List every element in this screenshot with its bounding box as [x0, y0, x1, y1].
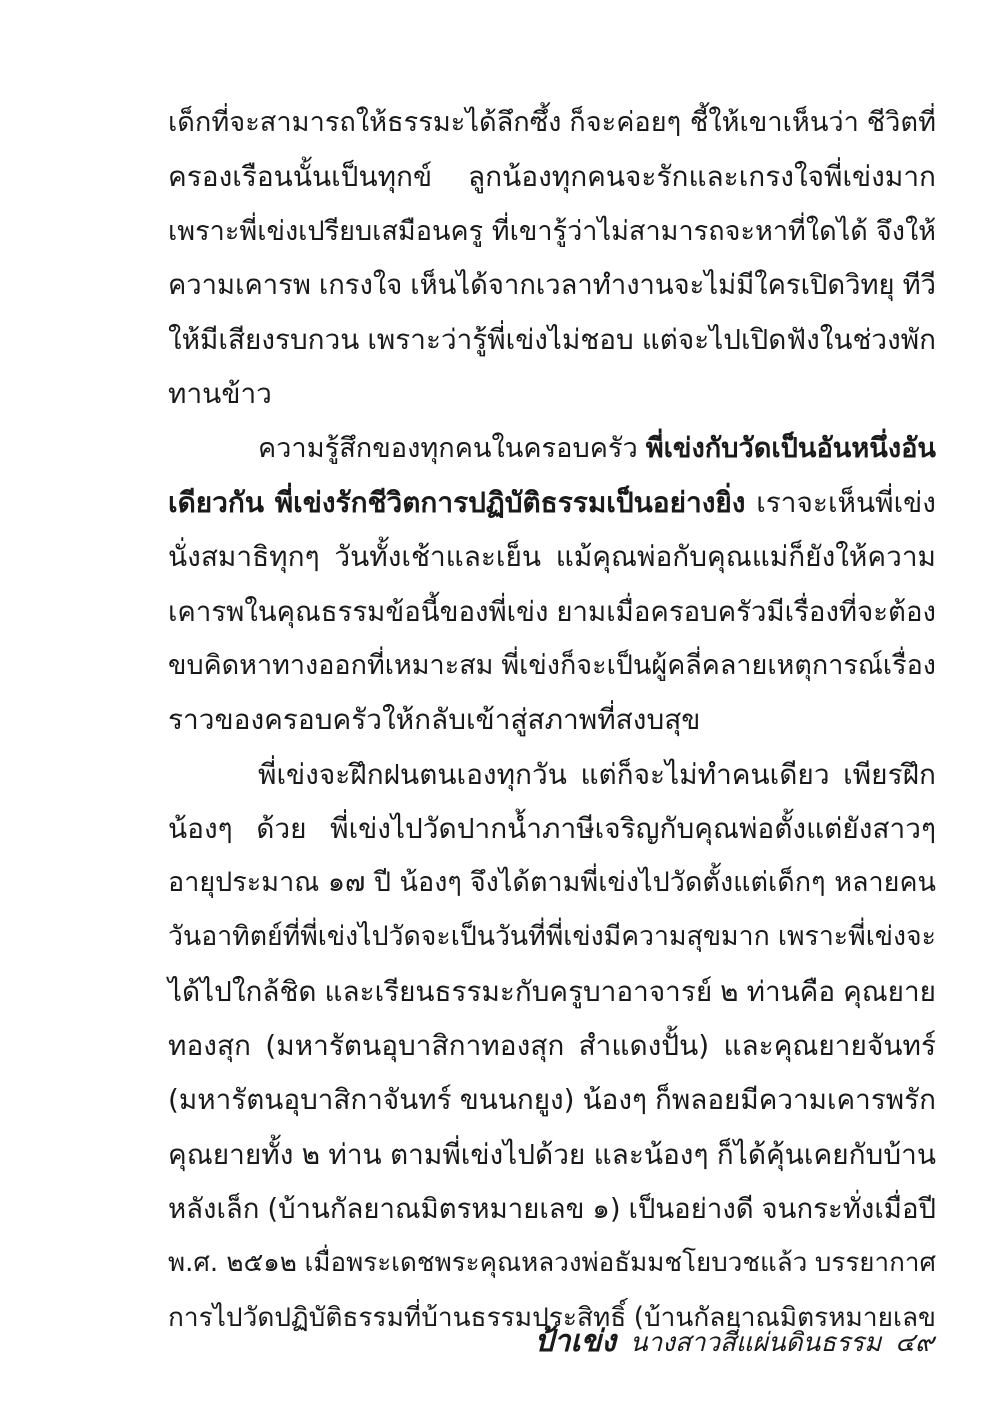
text-line — [168, 530, 936, 584]
text-segment: ความรู้สึกของทุกคนในครอบครัว — [258, 432, 638, 464]
text-segment: และเรียนธรรมะกับครูบาอาจารย์ — [324, 974, 713, 1008]
text-segment: จึงได้ตามพี่เข่งไปวัดตั้งแต่เด็กๆ หลายคน — [469, 867, 936, 899]
text-line — [168, 422, 936, 476]
series-title: นางสาวสี่แผ่นดินธรรม — [629, 1328, 882, 1358]
text-segment: นั่งสมาธิทุกๆ — [168, 540, 320, 574]
text-line — [168, 1182, 936, 1236]
text-segment: เคารพในคุณธรรมข้อนี้ของพี่เข่ง — [168, 594, 549, 628]
text-line — [168, 205, 936, 259]
text-segment: ท่าน — [328, 1137, 382, 1171]
text-line — [168, 150, 936, 204]
text-segment: เพียรฝึก — [843, 757, 936, 791]
text-segment: ๑) — [592, 1192, 621, 1225]
text-segment: ขนนกยูง) — [459, 1083, 575, 1117]
text-line — [168, 748, 936, 802]
text-segment: ความเคารพ — [168, 269, 311, 301]
book-title: ป้าเข่ง — [534, 1324, 616, 1359]
text-segment: พ.ศ. ๒๕๑๒ — [168, 1248, 297, 1279]
text-segment: แต่ก็จะไม่ทำคนเดียว — [580, 757, 830, 791]
text-segment: อายุประมาณ ๑๗ ปี น้องๆ — [168, 867, 462, 899]
text-segment: เพราะพี่เข่งจะ — [777, 921, 936, 953]
bold-text-segment: พี่เข่งกับวัดเป็นอันหนึ่งอัน — [645, 432, 936, 464]
text-segment: (มหารัตนอุบาสิกาจันทร์ — [168, 1083, 452, 1117]
text-segment: วันทั้งเช้าและเย็น — [334, 540, 542, 574]
text-segment: (บ้านกัลยาณมิตรหมายเลข — [633, 1302, 936, 1333]
text-segment: การไปวัดปฏิบัติธรรมที่บ้านธรรมประสิทธิ์ — [168, 1302, 627, 1333]
text-segment: เห็นได้จากเวลาทำงานจะไม่มีใครเปิดวิทยุ — [410, 269, 895, 301]
bold-text-segment: เดียวกัน — [168, 486, 264, 520]
text-line — [168, 1019, 936, 1073]
text-line — [168, 1073, 936, 1127]
text-segment: วันอาทิตย์ที่พี่เข่งไปวัดจะเป็นวันที่พี่เข่งมีความสุขมาก — [168, 921, 770, 953]
text-segment: ทองสุก — [168, 1029, 251, 1063]
text-segment: ก็ได้คุ้นเคยกับบ้าน — [716, 1137, 936, 1171]
text-segment: เพราะพี่เข่งเปรียบเสมือนครู ที่เขารู้ว่าไม่สามารถจะหาที่ใดได้ — [168, 215, 868, 247]
text-segment: ขบคิดหาทางออกที่เหมาะสม — [168, 649, 494, 681]
text-segment: ทานข้าว — [168, 377, 272, 411]
text-segment: ก็พลอยมีความเคารพรัก — [655, 1083, 936, 1117]
text-segment: (บ้านกัลยาณมิตรหมายเลข — [267, 1192, 585, 1225]
text-segment: ยามเมื่อครอบครัวมีเรื่องที่จะต้อง — [556, 594, 936, 628]
text-line — [168, 313, 936, 367]
page-number: ๔๙ — [895, 1328, 934, 1358]
text-line — [168, 639, 936, 693]
text-segment: ครองเรือนนั้นเป็นทุกข์ — [168, 160, 433, 194]
text-segment: เป็นอย่างดี — [628, 1192, 754, 1225]
text-segment: แต่จะไปเปิดฟังในช่วงพัก — [641, 323, 936, 357]
text-segment: ได้ไปใกล้ชิด — [168, 974, 317, 1008]
text-segment: ๒ — [720, 974, 739, 1008]
text-segment: สำแดงปั้น) — [578, 1029, 710, 1063]
text-segment: น้องๆ — [168, 811, 233, 845]
text-segment: คุณยาย — [843, 974, 936, 1008]
page-footer — [535, 1318, 934, 1365]
body-text — [168, 96, 936, 1345]
text-line — [168, 476, 936, 530]
text-segment: เกรงใจ — [318, 269, 403, 301]
text-segment: (มหารัตนอุบาสิกาทองสุก — [265, 1029, 565, 1063]
text-line — [168, 367, 936, 421]
text-line — [168, 693, 936, 747]
text-line — [168, 96, 936, 150]
text-segment: ด้วย — [256, 811, 307, 845]
text-segment: คุณยายทั้ง — [168, 1137, 294, 1171]
text-segment: ก็จะค่อยๆ ชี้ให้เขาเห็นว่า — [569, 107, 859, 138]
text-segment: ๒ — [301, 1137, 321, 1171]
text-segment: ชีวิตที่ — [866, 107, 936, 138]
text-line — [168, 1236, 936, 1290]
text-segment: ราวของครอบครัวให้กลับเข้าสู่สภาพที่สงบสุข — [168, 703, 701, 737]
text-segment: พี่เข่งไปวัดปากน้ำภาษีเจริญกับคุณพ่อตั้งแต่ยังสาวๆ — [330, 811, 936, 845]
text-segment: และคุณยายจันทร์ — [723, 1029, 936, 1063]
text-segment: จึงให้ — [875, 215, 936, 247]
text-segment: ให้มีเสียงรบกวน — [168, 323, 360, 357]
text-segment: เพราะว่ารู้พี่เข่งไม่ชอบ — [367, 323, 634, 357]
text-segment: ตามพี่เข่งไปด้วย — [389, 1137, 586, 1171]
text-segment: ลูกน้องทุกคนจะรักและเกรงใจพี่เข่งมาก — [468, 160, 936, 194]
text-segment: หลังเล็ก — [168, 1192, 260, 1225]
text-segment: น้องๆ — [582, 1083, 647, 1117]
text-segment: จนกระทั่งเมื่อปี — [761, 1192, 936, 1225]
text-line — [168, 1128, 936, 1182]
text-line — [168, 856, 936, 910]
text-segment: พี่เข่งก็จะเป็นผู้คลี่คลายเหตุการณ์เรื่อง — [501, 649, 936, 681]
text-line — [168, 802, 936, 856]
text-line — [168, 585, 936, 639]
text-segment: และน้องๆ — [593, 1137, 709, 1171]
text-line — [168, 910, 936, 964]
bold-text-segment: พี่เข่งรักชีวิตการปฏิบัติธรรมเป็นอย่างยิ่ง — [274, 486, 746, 520]
text-line — [168, 965, 936, 1019]
text-segment: ท่านคือ — [746, 974, 836, 1008]
text-segment: พี่เข่งจะฝึกฝนตนเองทุกวัน — [258, 757, 567, 791]
text-segment: ทีวี — [902, 269, 936, 301]
text-segment: เมื่อพระเดชพระคุณหลวงพ่อธัมมชโยบวชแล้ว — [304, 1248, 808, 1279]
text-segment: บรรยากาศ — [814, 1248, 936, 1279]
text-segment: แม้คุณพ่อกับคุณแม่ก็ยังให้ความ — [555, 540, 936, 574]
text-segment: เด็กที่จะสามารถให้ธรรมะได้ลึกซึ้ง — [168, 107, 562, 138]
text-line — [168, 259, 936, 313]
text-segment: เราจะเห็นพี่เข่ง — [756, 486, 936, 520]
